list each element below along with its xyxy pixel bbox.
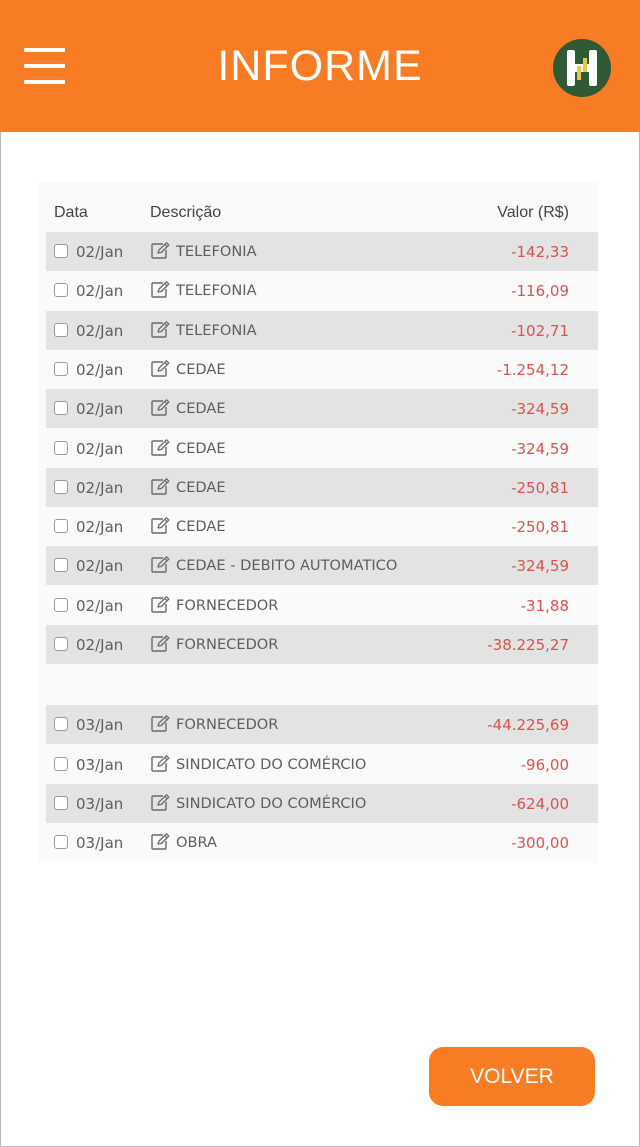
- edit-icon[interactable]: [150, 596, 170, 614]
- table-row: [46, 232, 598, 271]
- edit-icon[interactable]: [150, 242, 170, 260]
- edit-icon[interactable]: [150, 794, 170, 812]
- row-description: SINDICATO DO COMÉRCIO: [176, 755, 367, 773]
- row-value: -324,59: [511, 439, 569, 458]
- row-checkbox[interactable]: [54, 519, 68, 533]
- row-date: 02/Jan: [76, 243, 124, 261]
- row-date: 02/Jan: [76, 360, 124, 379]
- row-description: FORNECEDOR: [176, 596, 279, 614]
- row-checkbox[interactable]: [54, 757, 68, 771]
- table-row: [46, 271, 598, 310]
- row-checkbox[interactable]: [54, 835, 68, 849]
- edit-icon[interactable]: [150, 755, 170, 773]
- row-date: 02/Jan: [76, 518, 124, 537]
- column-header-value: Valor (R$): [497, 204, 569, 221]
- table-row: [46, 823, 598, 862]
- table-row: [46, 546, 598, 585]
- table-row: [46, 784, 598, 823]
- edit-icon[interactable]: [150, 478, 170, 496]
- edit-icon[interactable]: [150, 635, 170, 653]
- row-checkbox[interactable]: [54, 362, 68, 376]
- row-value: -38.225,27: [487, 636, 569, 654]
- page-title: INFORME: [217, 42, 423, 90]
- row-description: CEDAE: [176, 478, 226, 496]
- row-value: -96,00: [520, 755, 569, 774]
- row-date: 02/Jan: [76, 596, 124, 615]
- row-date: 02/Jan: [76, 321, 124, 340]
- column-header-date: Data: [54, 204, 88, 221]
- row-checkbox[interactable]: [54, 244, 68, 258]
- row-checkbox[interactable]: [54, 441, 68, 455]
- edit-icon[interactable]: [150, 517, 170, 535]
- edit-icon[interactable]: [150, 439, 170, 457]
- row-value: -250,81: [511, 518, 569, 537]
- table-row: [46, 350, 598, 389]
- table-row: [46, 389, 598, 428]
- row-description: TELEFONIA: [176, 282, 257, 300]
- row-date: 02/Jan: [76, 400, 124, 419]
- row-date: 03/Jan: [76, 794, 124, 813]
- table-row: [46, 429, 598, 468]
- row-value: -31,88: [520, 596, 569, 615]
- table-row: [46, 745, 598, 784]
- table-row: [46, 586, 598, 625]
- table-row: [46, 507, 598, 546]
- row-date: 02/Jan: [76, 557, 124, 576]
- edit-icon[interactable]: [150, 360, 170, 378]
- row-description: CEDAE: [176, 518, 226, 536]
- row-checkbox[interactable]: [54, 401, 68, 415]
- table-row: [46, 311, 598, 350]
- row-description: FORNECEDOR: [176, 636, 279, 653]
- edit-icon[interactable]: [150, 556, 170, 574]
- table-row: [46, 705, 598, 744]
- report-table: [38, 182, 598, 863]
- row-description: FORNECEDOR: [176, 716, 279, 734]
- row-date: 03/Jan: [76, 716, 124, 735]
- table-header: [54, 202, 586, 228]
- row-description: TELEFONIA: [176, 321, 257, 339]
- row-date: 03/Jan: [76, 834, 124, 853]
- edit-icon[interactable]: [150, 399, 170, 417]
- column-header-description: Descrição: [150, 204, 222, 221]
- back-button[interactable]: VOLVER: [429, 1047, 595, 1106]
- row-checkbox[interactable]: [54, 717, 68, 731]
- row-description: CEDAE: [176, 439, 226, 457]
- row-checkbox[interactable]: [54, 796, 68, 810]
- row-checkbox[interactable]: [54, 558, 68, 572]
- row-date: 02/Jan: [76, 282, 124, 301]
- row-value: -142,33: [511, 243, 569, 261]
- row-value: -1.254,12: [496, 360, 569, 379]
- top-bar: [0, 0, 640, 132]
- h-logo-icon: [552, 38, 612, 98]
- row-value: -300,00: [511, 834, 569, 853]
- row-description: CEDAE: [176, 360, 226, 378]
- row-checkbox[interactable]: [54, 598, 68, 612]
- table-row: [46, 625, 598, 664]
- row-value: -250,81: [511, 478, 569, 497]
- row-date: 02/Jan: [76, 439, 124, 458]
- row-checkbox[interactable]: [54, 637, 68, 651]
- edit-icon[interactable]: [150, 833, 170, 851]
- row-description: OBRA: [176, 834, 218, 852]
- row-value: -44.225,69: [487, 716, 569, 735]
- edit-icon[interactable]: [150, 281, 170, 299]
- table-row: [46, 468, 598, 507]
- row-checkbox[interactable]: [54, 323, 68, 337]
- row-checkbox[interactable]: [54, 480, 68, 494]
- row-value: -116,09: [511, 282, 569, 301]
- row-date: 03/Jan: [76, 755, 124, 774]
- row-value: -102,71: [511, 321, 569, 340]
- row-date: 02/Jan: [76, 478, 124, 497]
- row-description: SINDICATO DO COMÉRCIO: [176, 794, 367, 812]
- group-separator: [46, 664, 598, 705]
- row-value: -624,00: [511, 794, 569, 813]
- row-description: CEDAE - DEBITO AUTOMATICO: [176, 557, 398, 575]
- row-date: 02/Jan: [76, 636, 124, 654]
- row-value: -324,59: [511, 400, 569, 419]
- row-description: CEDAE: [176, 400, 226, 418]
- edit-icon[interactable]: [150, 715, 170, 733]
- edit-icon[interactable]: [150, 321, 170, 339]
- row-checkbox[interactable]: [54, 283, 68, 297]
- row-value: -324,59: [511, 557, 569, 576]
- row-description: TELEFONIA: [176, 243, 257, 260]
